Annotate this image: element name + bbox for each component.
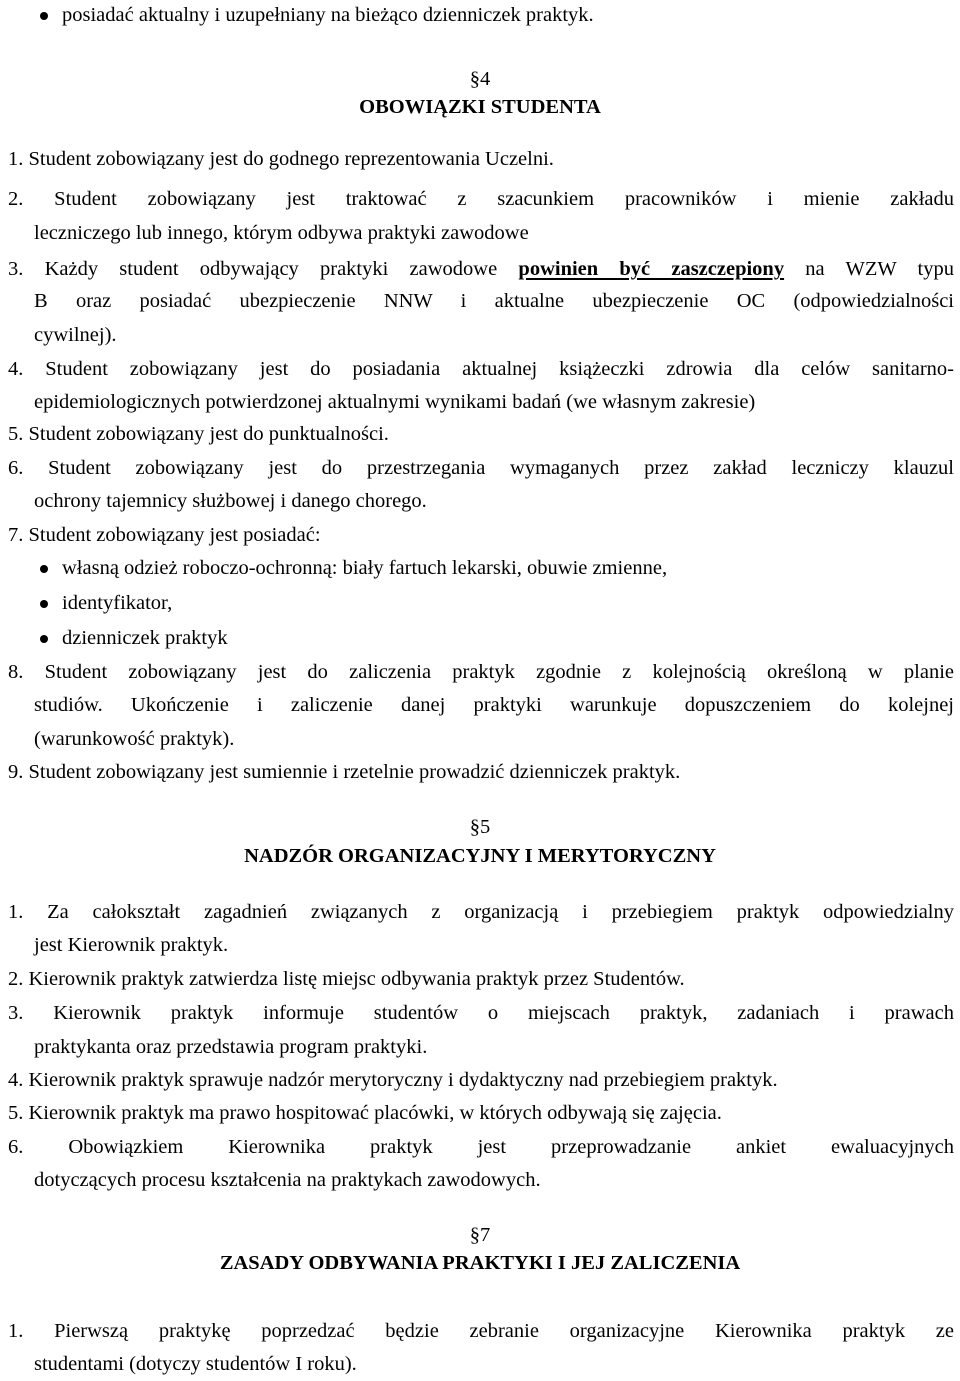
paragraph: 8. Student zobowiązany jest do zaliczenia praktyk zgodnie z kolejnością określoną w planie xyxy=(8,661,954,683)
paragraph: 2. Student zobowiązany jest traktować z szacunkiem pracowników i mienie zakładu xyxy=(8,188,954,210)
paragraph: 3. Każdy student odbywający praktyki zawodowe powinien być zaszczepiony na WZW typu xyxy=(8,258,954,280)
section-number: §5 xyxy=(469,816,491,838)
paragraph: cywilnej). xyxy=(34,324,117,346)
paragraph: leczniczego lub innego, którym odbywa praktyki zawodowe xyxy=(34,222,529,244)
section-title: OBOWIĄZKI STUDENTA xyxy=(359,96,601,118)
paragraph: 3. Kierownik praktyk informuje studentów o miejscach praktyk, zadaniach i prawach xyxy=(8,1002,954,1024)
paragraph: 7. Student zobowiązany jest posiadać: xyxy=(8,524,321,546)
list-item: posiadać aktualny i uzupełniany na bieżąco dzienniczek praktyk. xyxy=(62,4,594,26)
paragraph: 1. Pierwszą praktykę poprzedzać będzie zebranie organizacyjne Kierownika praktyk ze xyxy=(8,1320,954,1342)
paragraph: epidemiologicznych potwierdzonej aktualnymi wynikami badań (we własnym zakresie) xyxy=(34,391,756,413)
paragraph: (warunkowość praktyk). xyxy=(34,728,235,750)
list-item: dzienniczek praktyk xyxy=(62,627,228,649)
section-title: ZASADY ODBYWANIA PRAKTYKI I JEJ ZALICZENIA xyxy=(219,1252,741,1274)
paragraph: 4. Kierownik praktyk sprawuje nadzór merytoryczny i dydaktyczny nad przebiegiem praktyk. xyxy=(8,1069,778,1091)
paragraph: ochrony tajemnicy służbowej i danego chorego. xyxy=(34,490,427,512)
paragraph: dotyczących procesu kształcenia na praktykach zawodowych. xyxy=(34,1169,541,1191)
paragraph: 9. Student zobowiązany jest sumiennie i rzetelnie prowadzić dzienniczek praktyk. xyxy=(8,761,681,783)
paragraph: 5. Kierownik praktyk ma prawo hospitować placówki, w których odbywają się zajęcia. xyxy=(8,1102,722,1124)
list-item: własną odzież roboczo-ochronną: biały fartuch lekarski, obuwie zmienne, xyxy=(62,557,668,579)
paragraph: praktykanta oraz przedstawia program praktyki. xyxy=(34,1036,428,1058)
list-item: identyfikator, xyxy=(62,592,173,614)
paragraph: 6. Student zobowiązany jest do przestrzegania wymaganych przez zakład leczniczy klauzul xyxy=(8,457,954,479)
bullet-icon xyxy=(40,635,48,643)
paragraph: B oraz posiadać ubezpieczenie NNW i aktualne ubezpieczenie OC (odpowiedzialności xyxy=(34,290,954,312)
vaccination-requirement: powinien być zaszczepiony xyxy=(518,258,785,280)
section-title: NADZÓR ORGANIZACYJNY I MERYTORYCZNY xyxy=(244,845,716,867)
paragraph: studentami (dotyczy studentów I roku). xyxy=(34,1353,357,1375)
paragraph: studiów. Ukończenie i zaliczenie danej praktyki warunkuje dopuszczeniem do kolejnej xyxy=(34,694,954,716)
paragraph: 6. Obowiązkiem Kierownika praktyk jest przeprowadzanie ankiet ewaluacyjnych xyxy=(8,1136,954,1158)
section-number: §4 xyxy=(469,68,491,90)
paragraph: 2. Kierownik praktyk zatwierdza listę miejsc odbywania praktyk przez Studentów. xyxy=(8,968,685,990)
paragraph: 1. Student zobowiązany jest do godnego reprezentowania Uczelni. xyxy=(8,148,554,170)
paragraph: 1. Za całokształt zagadnień związanych z organizacją i przebiegiem praktyk odpowiedzialny xyxy=(8,901,954,923)
paragraph: 4. Student zobowiązany jest do posiadania aktualnej książeczki zdrowia dla celów sanitarno- xyxy=(8,358,954,380)
bullet-icon xyxy=(40,600,48,608)
section-number: §7 xyxy=(469,1224,491,1246)
paragraph: jest Kierownik praktyk. xyxy=(34,934,229,956)
paragraph: 5. Student zobowiązany jest do punktualności. xyxy=(8,423,389,445)
bullet-icon xyxy=(40,565,48,573)
bullet-icon xyxy=(40,12,48,20)
